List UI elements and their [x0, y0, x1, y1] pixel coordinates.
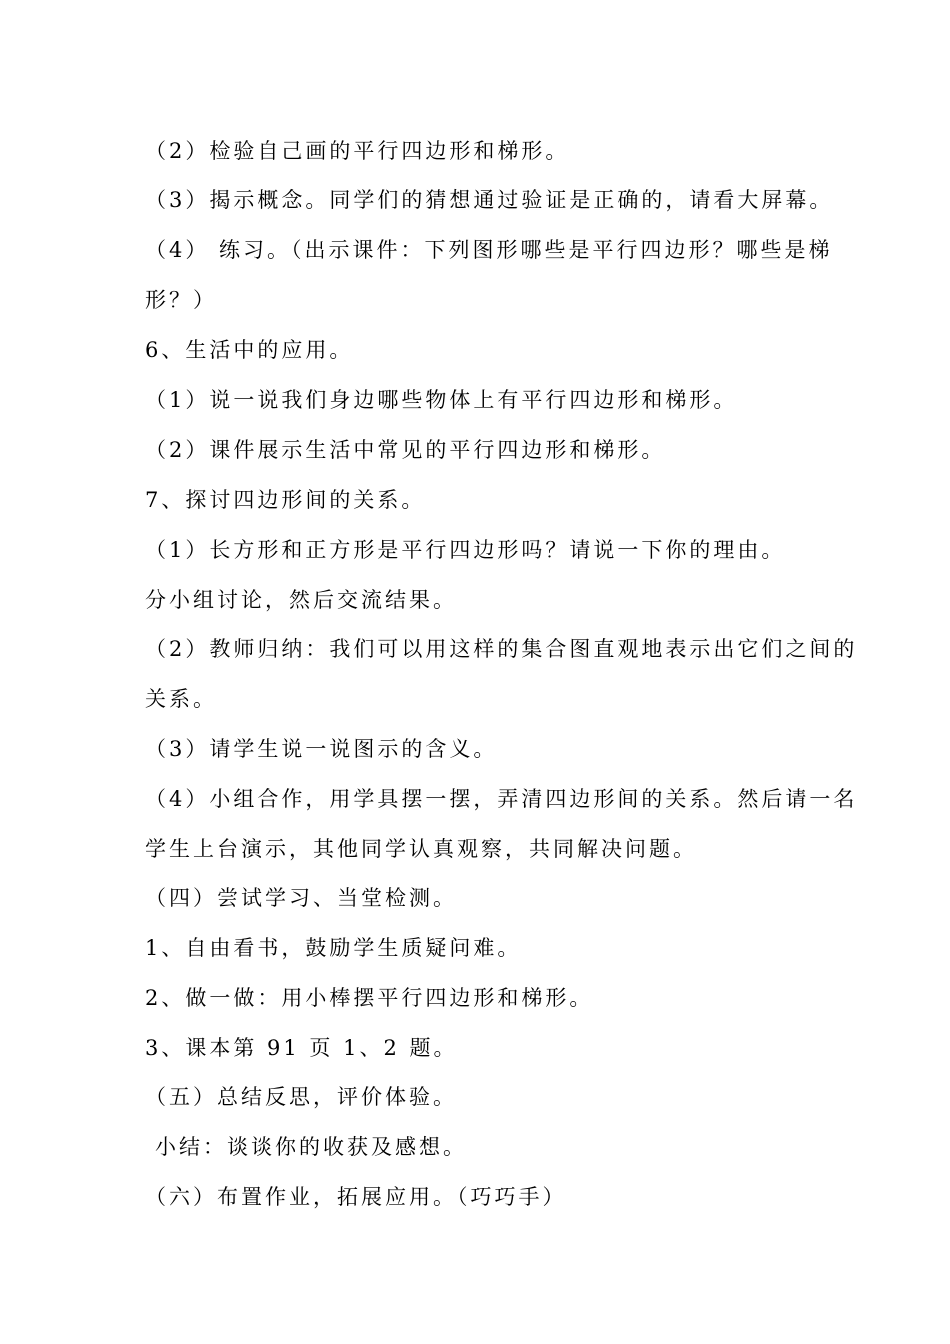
- text-line: 7、探讨四边形间的关系。: [145, 488, 426, 512]
- text-line: 小结：谈谈你的收获及感想。: [155, 1135, 467, 1159]
- text-line: （2）检验自己画的平行四边形和梯形。: [145, 139, 570, 163]
- text-line: 6、生活中的应用。: [145, 338, 354, 362]
- text-line: （4） 练习。（出示课件：下列图形哪些是平行四边形？哪些是梯: [145, 238, 833, 262]
- text-line: 3、课本第 91 页 1、2 题。: [145, 1036, 458, 1060]
- text-line: 分小组讨论，然后交流结果。: [145, 588, 457, 612]
- text-line: 学生上台演示，其他同学认真观察，共同解决问题。: [145, 837, 697, 861]
- text-line: （2）课件展示生活中常见的平行四边形和梯形。: [145, 438, 666, 462]
- text-line: 1、自由看书，鼓励学生质疑问难。: [145, 936, 522, 960]
- text-line: （1）长方形和正方形是平行四边形吗？请说一下你的理由。: [145, 538, 786, 562]
- text-line: （1）说一说我们身边哪些物体上有平行四边形和梯形。: [145, 388, 738, 412]
- text-line: （四）尝试学习、当堂检测。: [145, 886, 457, 910]
- text-line: （六）布置作业，拓展应用。（巧巧手）: [145, 1185, 567, 1209]
- text-line: 关系。: [145, 687, 217, 711]
- text-line: （五）总结反思，评价体验。: [145, 1085, 457, 1109]
- text-line: 2、做一做：用小棒摆平行四边形和梯形。: [145, 986, 594, 1010]
- text-line: （4）小组合作，用学具摆一摆，弄清四边形间的关系。然后请一名: [145, 787, 858, 811]
- text-line: （3）请学生说一说图示的含义。: [145, 737, 498, 761]
- text-line: （2）教师归纳：我们可以用这样的集合图直观地表示出它们之间的: [145, 637, 858, 661]
- text-line: 形？）: [145, 288, 217, 312]
- text-line: （3）揭示概念。同学们的猜想通过验证是正确的，请看大屏幕。: [145, 188, 834, 212]
